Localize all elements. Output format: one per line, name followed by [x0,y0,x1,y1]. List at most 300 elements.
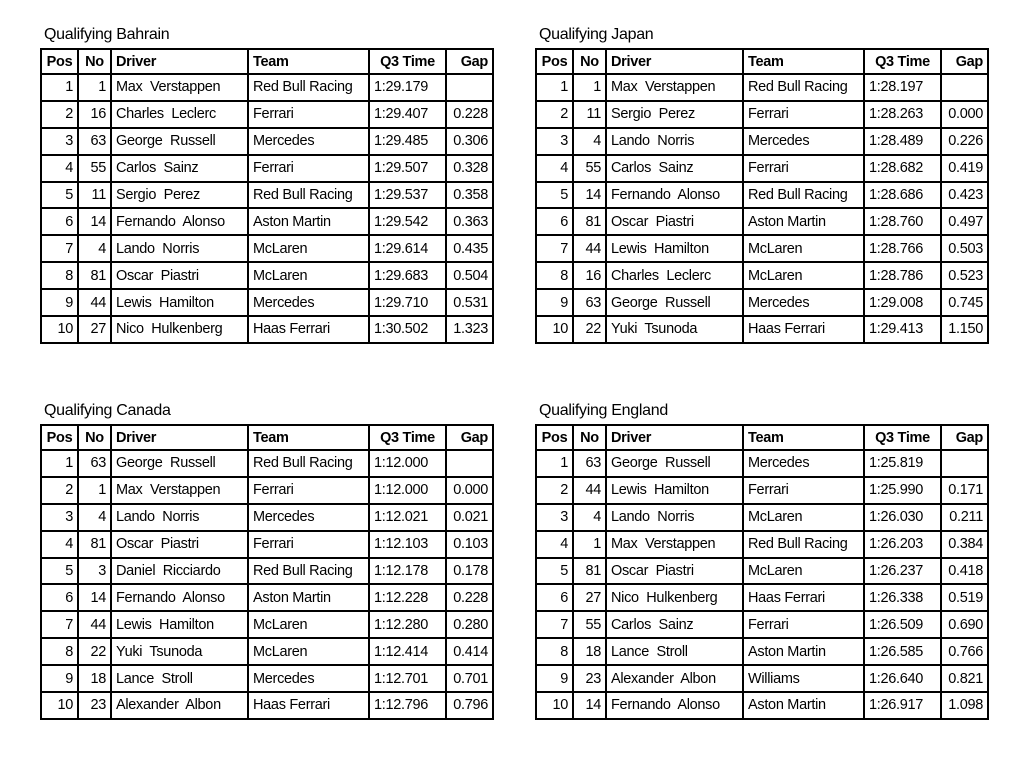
result-row [536,531,988,558]
driver-cell: Carlos Sainz [606,611,743,638]
gap-cell: 0.497 [941,208,988,235]
no-cell: 4 [78,504,111,531]
driver-cell: Fernando Alonso [111,208,248,235]
q3-time-cell: 1:26.237 [864,558,941,585]
driver-cell: Charles Leclerc [606,262,743,289]
q3-time-cell: 1:29.614 [369,235,446,262]
result-row [41,182,493,209]
pos-cell: 2 [536,101,573,128]
header-row [41,425,493,450]
column-header-gap: Gap [941,49,988,74]
no-cell: 1 [78,74,111,101]
driver-cell: Fernando Alonso [111,584,248,611]
column-header-gap: Gap [446,425,493,450]
pos-cell: 7 [536,235,573,262]
gap-cell: 0.228 [446,584,493,611]
pos-cell: 9 [41,665,78,692]
q3-time-cell: 1:29.683 [369,262,446,289]
gap-cell: 0.000 [941,101,988,128]
q3-time-cell: 1:25.990 [864,477,941,504]
table-title: Qualifying Japan [539,26,654,43]
no-cell: 11 [573,101,606,128]
team-cell: Aston Martin [743,692,864,719]
pos-cell: 1 [41,74,78,101]
no-cell: 81 [78,531,111,558]
result-row [536,182,988,209]
result-row [41,208,493,235]
driver-cell: Lewis Hamilton [606,235,743,262]
no-cell: 14 [573,692,606,719]
q3-time-cell: 1:12.021 [369,504,446,531]
qualifying-section-england [535,403,995,720]
pos-cell: 1 [536,74,573,101]
team-cell: Mercedes [248,504,369,531]
table-body [536,450,988,719]
team-cell: Mercedes [743,450,864,477]
pos-cell: 3 [41,504,78,531]
gap-cell: 0.171 [941,477,988,504]
team-cell: Mercedes [248,128,369,155]
result-row [536,665,988,692]
team-cell: Haas Ferrari [743,584,864,611]
pos-cell: 6 [536,208,573,235]
column-header-q3-time: Q3 Time [369,425,446,450]
no-cell: 18 [78,665,111,692]
no-cell: 63 [78,128,111,155]
no-cell: 44 [573,235,606,262]
gap-cell: 0.306 [446,128,493,155]
result-row [41,665,493,692]
no-cell: 18 [573,638,606,665]
column-header-team: Team [248,425,369,450]
q3-time-cell: 1:29.537 [369,182,446,209]
pos-cell: 4 [41,531,78,558]
team-cell: McLaren [248,262,369,289]
qualifying-table-england [535,424,989,720]
gap-cell: 1.323 [446,316,493,343]
q3-time-cell: 1:12.000 [369,450,446,477]
result-row [536,558,988,585]
team-cell: Ferrari [248,531,369,558]
column-header-driver: Driver [111,425,248,450]
table-body [41,450,493,719]
driver-cell: George Russell [606,289,743,316]
q3-time-cell: 1:12.701 [369,665,446,692]
pos-cell: 10 [536,316,573,343]
pos-cell: 8 [536,638,573,665]
gap-cell: 0.766 [941,638,988,665]
q3-time-cell: 1:29.413 [864,316,941,343]
column-header-q3-time: Q3 Time [864,425,941,450]
driver-cell: Lewis Hamilton [111,289,248,316]
team-cell: Mercedes [248,665,369,692]
pos-cell: 9 [41,289,78,316]
team-cell: McLaren [743,504,864,531]
q3-time-cell: 1:12.796 [369,692,446,719]
gap-cell: 0.414 [446,638,493,665]
driver-cell: Lewis Hamilton [606,477,743,504]
qualifying-section-bahrain [40,27,500,344]
driver-cell: Lando Norris [111,235,248,262]
q3-time-cell: 1:28.786 [864,262,941,289]
no-cell: 14 [78,208,111,235]
pos-cell: 4 [536,155,573,182]
result-row [41,531,493,558]
no-cell: 4 [573,128,606,155]
pos-cell: 7 [536,611,573,638]
driver-cell: Nico Hulkenberg [111,316,248,343]
driver-cell: Lando Norris [606,504,743,531]
team-cell: Haas Ferrari [743,316,864,343]
table-header [536,49,988,74]
result-row [41,477,493,504]
no-cell: 23 [573,665,606,692]
column-header-pos: Pos [41,49,78,74]
no-cell: 55 [573,611,606,638]
gap-cell: 0.519 [941,584,988,611]
result-row [536,155,988,182]
q3-time-cell: 1:30.502 [369,316,446,343]
no-cell: 11 [78,182,111,209]
no-cell: 3 [78,558,111,585]
gap-cell: 0.228 [446,101,493,128]
driver-cell: Max Verstappen [111,74,248,101]
column-header-driver: Driver [111,49,248,74]
column-header-gap: Gap [446,49,493,74]
pos-cell: 3 [41,128,78,155]
result-row [41,316,493,343]
result-row [41,692,493,719]
no-cell: 1 [573,74,606,101]
no-cell: 55 [78,155,111,182]
driver-cell: Lewis Hamilton [111,611,248,638]
header-row [536,49,988,74]
pos-cell: 8 [41,638,78,665]
team-cell: Red Bull Racing [248,182,369,209]
gap-cell: 0.531 [446,289,493,316]
gap-cell: 0.384 [941,531,988,558]
no-cell: 22 [573,316,606,343]
no-cell: 81 [78,262,111,289]
driver-cell: Oscar Piastri [111,262,248,289]
team-cell: Williams [743,665,864,692]
gap-cell [941,74,988,101]
gap-cell: 0.504 [446,262,493,289]
result-row [536,611,988,638]
qualifying-section-canada [40,403,500,720]
pos-cell: 9 [536,289,573,316]
result-row [536,316,988,343]
gap-cell: 0.523 [941,262,988,289]
no-cell: 27 [78,316,111,343]
result-row [41,74,493,101]
pos-cell: 5 [536,558,573,585]
team-cell: Ferrari [248,477,369,504]
q3-time-cell: 1:12.414 [369,638,446,665]
result-row [41,611,493,638]
pos-cell: 9 [536,665,573,692]
pos-cell: 7 [41,611,78,638]
q3-time-cell: 1:26.338 [864,584,941,611]
column-header-no: No [78,49,111,74]
no-cell: 44 [78,611,111,638]
q3-time-cell: 1:29.507 [369,155,446,182]
q3-time-cell: 1:28.760 [864,208,941,235]
driver-cell: Lando Norris [606,128,743,155]
column-header-q3-time: Q3 Time [864,49,941,74]
driver-cell: Max Verstappen [606,531,743,558]
result-row [41,289,493,316]
q3-time-cell: 1:28.263 [864,101,941,128]
gap-cell: 0.021 [446,504,493,531]
team-cell: Red Bull Racing [743,74,864,101]
no-cell: 55 [573,155,606,182]
q3-time-cell: 1:26.585 [864,638,941,665]
gap-cell: 0.745 [941,289,988,316]
q3-time-cell: 1:26.640 [864,665,941,692]
pos-cell: 5 [41,182,78,209]
column-header-team: Team [743,425,864,450]
gap-cell: 0.363 [446,208,493,235]
header-row [536,425,988,450]
column-header-q3-time: Q3 Time [369,49,446,74]
result-row [536,128,988,155]
team-cell: Mercedes [743,289,864,316]
pos-cell: 10 [41,316,78,343]
team-cell: McLaren [248,611,369,638]
q3-time-cell: 1:29.179 [369,74,446,101]
q3-time-cell: 1:12.178 [369,558,446,585]
pos-cell: 3 [536,504,573,531]
q3-time-cell: 1:12.103 [369,531,446,558]
driver-cell: Alexander Albon [606,665,743,692]
result-row [536,450,988,477]
table-title: Qualifying England [539,402,668,419]
no-cell: 63 [78,450,111,477]
column-header-driver: Driver [606,425,743,450]
pos-cell: 8 [41,262,78,289]
q3-time-cell: 1:12.280 [369,611,446,638]
driver-cell: Carlos Sainz [111,155,248,182]
pos-cell: 7 [41,235,78,262]
driver-cell: Charles Leclerc [111,101,248,128]
team-cell: Red Bull Racing [248,558,369,585]
driver-cell: George Russell [606,450,743,477]
team-cell: McLaren [248,235,369,262]
qualifying-table-canada [40,424,494,720]
result-row [536,289,988,316]
q3-time-cell: 1:29.542 [369,208,446,235]
result-row [41,638,493,665]
team-cell: Red Bull Racing [248,450,369,477]
table-body [41,74,493,343]
gap-cell: 0.418 [941,558,988,585]
column-header-no: No [573,49,606,74]
no-cell: 44 [78,289,111,316]
gap-cell [446,74,493,101]
result-row [41,558,493,585]
table-title: Qualifying Canada [44,402,171,419]
team-cell: Red Bull Racing [743,182,864,209]
result-row [536,262,988,289]
driver-cell: Fernando Alonso [606,692,743,719]
no-cell: 1 [573,531,606,558]
pos-cell: 2 [536,477,573,504]
team-cell: Ferrari [743,101,864,128]
q3-time-cell: 1:29.407 [369,101,446,128]
q3-time-cell: 1:25.819 [864,450,941,477]
gap-cell: 0.503 [941,235,988,262]
pos-cell: 1 [536,450,573,477]
column-header-pos: Pos [41,425,78,450]
result-row [41,155,493,182]
column-header-no: No [573,425,606,450]
q3-time-cell: 1:26.917 [864,692,941,719]
driver-cell: Max Verstappen [111,477,248,504]
team-cell: Aston Martin [743,638,864,665]
driver-cell: Sergio Perez [606,101,743,128]
team-cell: Aston Martin [743,208,864,235]
driver-cell: Carlos Sainz [606,155,743,182]
table-header [41,425,493,450]
column-header-pos: Pos [536,49,573,74]
qualifying-table-japan [535,48,989,344]
result-row [536,504,988,531]
pos-cell: 4 [536,531,573,558]
team-cell: McLaren [248,638,369,665]
result-row [41,262,493,289]
qualifying-table-bahrain [40,48,494,344]
team-cell: McLaren [743,558,864,585]
team-cell: Ferrari [743,477,864,504]
no-cell: 44 [573,477,606,504]
team-cell: Mercedes [743,128,864,155]
result-row [41,584,493,611]
no-cell: 16 [78,101,111,128]
table-header [536,425,988,450]
header-row [41,49,493,74]
team-cell: Aston Martin [248,208,369,235]
no-cell: 4 [573,504,606,531]
team-cell: Ferrari [743,611,864,638]
q3-time-cell: 1:29.710 [369,289,446,316]
column-header-team: Team [743,49,864,74]
pos-cell: 5 [41,558,78,585]
pos-cell: 3 [536,128,573,155]
team-cell: McLaren [743,262,864,289]
pos-cell: 6 [536,584,573,611]
column-header-team: Team [248,49,369,74]
q3-time-cell: 1:28.766 [864,235,941,262]
q3-time-cell: 1:28.682 [864,155,941,182]
gap-cell: 1.098 [941,692,988,719]
gap-cell: 0.821 [941,665,988,692]
gap-cell: 0.226 [941,128,988,155]
driver-cell: Nico Hulkenberg [606,584,743,611]
result-row [41,504,493,531]
gap-cell: 0.435 [446,235,493,262]
gap-cell: 0.103 [446,531,493,558]
q3-time-cell: 1:12.000 [369,477,446,504]
driver-cell: Oscar Piastri [606,208,743,235]
no-cell: 81 [573,558,606,585]
driver-cell: Sergio Perez [111,182,248,209]
team-cell: Ferrari [248,155,369,182]
table-body [536,74,988,343]
team-cell: Mercedes [248,289,369,316]
pos-cell: 1 [41,450,78,477]
gap-cell: 0.423 [941,182,988,209]
pos-cell: 10 [536,692,573,719]
team-cell: Aston Martin [248,584,369,611]
result-row [536,638,988,665]
driver-cell: Lando Norris [111,504,248,531]
q3-time-cell: 1:26.203 [864,531,941,558]
driver-cell: Oscar Piastri [606,558,743,585]
no-cell: 81 [573,208,606,235]
driver-cell: Fernando Alonso [606,182,743,209]
team-cell: Haas Ferrari [248,316,369,343]
driver-cell: Lance Stroll [606,638,743,665]
table-title: Qualifying Bahrain [44,26,170,43]
no-cell: 27 [573,584,606,611]
gap-cell: 0.690 [941,611,988,638]
driver-cell: Max Verstappen [606,74,743,101]
team-cell: Red Bull Racing [743,531,864,558]
pos-cell: 6 [41,584,78,611]
no-cell: 16 [573,262,606,289]
driver-cell: Daniel Ricciardo [111,558,248,585]
q3-time-cell: 1:29.008 [864,289,941,316]
pos-cell: 2 [41,101,78,128]
q3-time-cell: 1:29.485 [369,128,446,155]
no-cell: 63 [573,289,606,316]
result-row [536,477,988,504]
no-cell: 14 [573,182,606,209]
result-row [41,101,493,128]
no-cell: 4 [78,235,111,262]
result-row [536,101,988,128]
no-cell: 22 [78,638,111,665]
team-cell: Ferrari [248,101,369,128]
no-cell: 63 [573,450,606,477]
gap-cell [446,450,493,477]
column-header-driver: Driver [606,49,743,74]
pos-cell: 6 [41,208,78,235]
driver-cell: George Russell [111,128,248,155]
driver-cell: Yuki Tsunoda [606,316,743,343]
result-row [41,235,493,262]
gap-cell: 1.150 [941,316,988,343]
gap-cell [941,450,988,477]
no-cell: 1 [78,477,111,504]
pos-cell: 10 [41,692,78,719]
no-cell: 14 [78,584,111,611]
gap-cell: 0.000 [446,477,493,504]
q3-time-cell: 1:26.509 [864,611,941,638]
driver-cell: Yuki Tsunoda [111,638,248,665]
result-row [536,692,988,719]
no-cell: 23 [78,692,111,719]
team-cell: Ferrari [743,155,864,182]
result-row [536,584,988,611]
table-header [41,49,493,74]
column-header-gap: Gap [941,425,988,450]
q3-time-cell: 1:28.489 [864,128,941,155]
gap-cell: 0.178 [446,558,493,585]
q3-time-cell: 1:26.030 [864,504,941,531]
qualifying-section-japan [535,27,995,344]
